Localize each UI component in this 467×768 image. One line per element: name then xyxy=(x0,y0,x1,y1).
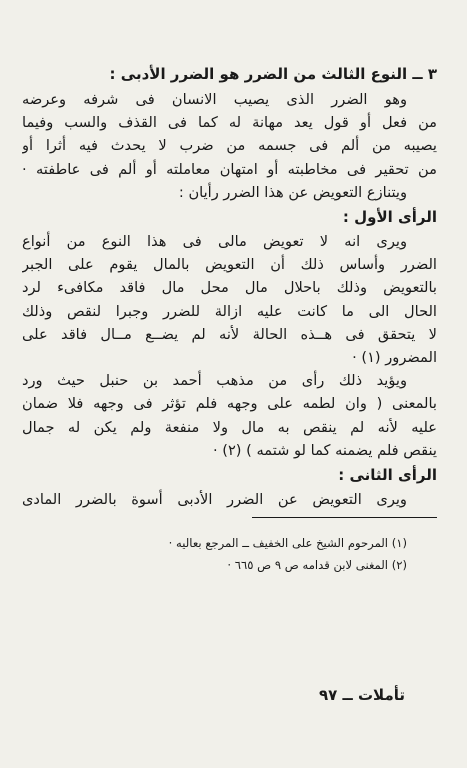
text-line: الضرر وأساس ذلك أن التعويض بالمال يقوم على الجبر xyxy=(22,256,437,274)
text-line: ويتنازع التعويض عن هذا الضرر رأيان : xyxy=(178,183,407,201)
text-line: المضرور (١) · xyxy=(352,349,437,367)
paragraph-intro xyxy=(22,88,437,181)
footnote-2: (٢) المغنى لابن قدامه ص ٩ ص ٦٦٥ · xyxy=(227,558,407,573)
section-heading: ٣ ــ النوع الثالث من الضرر هو الضرر الأدبى : xyxy=(109,65,437,83)
text-line: من فعل أو قول يعد مهانة له كما فى القذف والسب وفيما xyxy=(22,114,437,132)
text-line: ويرى التعويض عن الضرر الأدبى أسوة بالضرر المادى xyxy=(22,491,407,509)
text-line: بالمعنى ( وان لطمه على وجهه فلم تؤثر فى وجهه فلا ضمان xyxy=(22,395,437,413)
text-line: ويرى انه لا تعويض مالى فى هذا النوع من أنواع xyxy=(22,233,407,251)
text-line: وهو الضرر الذى يصيب الانسان فى شرفه وعرضه xyxy=(22,91,407,108)
text-line: الحال الى ما كانت عليه ازالة للضرر وجبرا لنقص وذلك xyxy=(22,302,437,320)
paragraph-second-view xyxy=(22,488,437,511)
text-line: ويؤيد ذلك رأى من مذهب أحمد بن حنبل حيث ورد xyxy=(22,372,407,390)
subheading-second-view: الرأى الثانى : xyxy=(338,466,437,485)
subheading-first-view: الرأى الأول : xyxy=(342,208,437,227)
footnote-1: (١) المرحوم الشيخ على الخفيف ــ المرجع بعاليه · xyxy=(168,536,407,551)
text-line: لا يتحقق فى هــذه الحالة لأنه لم يضــع مــال فاقد على xyxy=(22,325,437,343)
paragraph-dispute xyxy=(22,181,437,204)
paragraph-hanbali xyxy=(22,369,437,462)
page-folio: تأملات ــ ٩٧ xyxy=(318,686,405,704)
text-line: ينقص فلم يضمنه كما لو شتمه ) (٢) · xyxy=(212,441,437,459)
text-line: يصيبه من ألم فى جسمه من ضرب لا يحدث فيه أثرا أو xyxy=(22,137,437,155)
text-line: من تحقير فى مخاطبته أو امتهان معاملته أو ألم فى عاطفته · xyxy=(22,160,437,178)
footnotes xyxy=(22,532,437,576)
text-line: بالتعويض وذلك باحلال مال محل مال فاقد مكافىء لرد xyxy=(22,279,437,297)
footnote-divider xyxy=(252,517,437,518)
text-line: عليه لأنه لم ينقص به مال ولا منفعة ولم يكن له جمال xyxy=(22,418,437,436)
paragraph-first-view xyxy=(22,230,437,369)
